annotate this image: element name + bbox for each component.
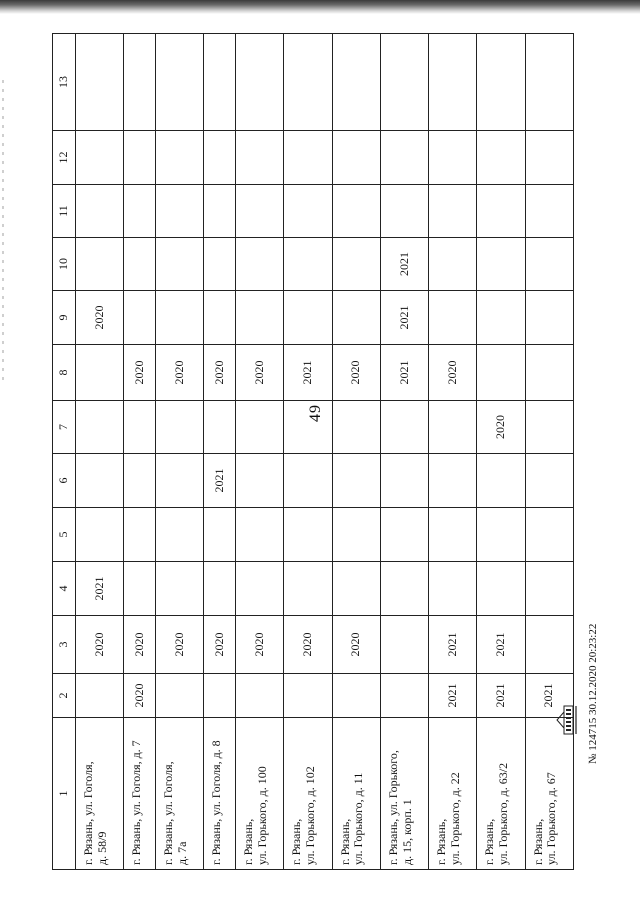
year-cell xyxy=(236,238,284,291)
year-cell: 2021 xyxy=(477,674,525,718)
column-header: 11 xyxy=(53,185,76,238)
address-line: ул. Горького, д. 11 xyxy=(351,772,366,865)
year-cell xyxy=(477,185,525,238)
year-cell xyxy=(477,34,525,131)
year-cell xyxy=(525,238,573,291)
column-header: 10 xyxy=(53,238,76,291)
year-cell xyxy=(156,508,204,562)
year-cell xyxy=(525,401,573,454)
year-cell xyxy=(429,291,477,345)
year-cell xyxy=(284,508,332,562)
year-cell xyxy=(380,185,428,238)
table-row xyxy=(204,34,236,870)
year-cell xyxy=(477,562,525,616)
year-cell xyxy=(332,185,380,238)
column-header: 2 xyxy=(53,674,76,718)
address-line: г. Рязань, xyxy=(241,818,256,865)
address-line: д. 7а xyxy=(174,841,189,865)
year-cell: 2021 xyxy=(284,345,332,401)
year-cell xyxy=(156,401,204,454)
table-row xyxy=(236,34,284,870)
year-cell xyxy=(284,291,332,345)
year-cell xyxy=(332,562,380,616)
address-line: г. Рязань, xyxy=(530,818,545,865)
year-cell xyxy=(380,34,428,131)
year-cell: 2020 xyxy=(332,345,380,401)
table-row xyxy=(76,34,124,870)
year-cell xyxy=(124,401,156,454)
year-cell xyxy=(429,562,477,616)
year-cell: 2020 xyxy=(124,345,156,401)
year-cell: 2020 xyxy=(429,345,477,401)
table-row xyxy=(429,34,477,870)
registration-stamp xyxy=(555,705,584,735)
year-cell xyxy=(332,291,380,345)
address-cell xyxy=(76,718,124,870)
year-cell xyxy=(380,508,428,562)
table-row xyxy=(380,34,428,870)
year-cell xyxy=(124,185,156,238)
year-cell xyxy=(156,291,204,345)
year-cell xyxy=(525,454,573,508)
year-cell xyxy=(429,185,477,238)
address-cell xyxy=(124,718,156,870)
year-cell xyxy=(204,131,236,185)
address-line: г. Рязань, ул. Гоголя, xyxy=(81,761,95,865)
year-cell xyxy=(204,291,236,345)
year-cell xyxy=(156,34,204,131)
year-cell xyxy=(284,562,332,616)
year-cell xyxy=(124,562,156,616)
year-cell: 2020 xyxy=(204,616,236,674)
year-cell: 2020 xyxy=(156,616,204,674)
address-cell xyxy=(236,718,284,870)
address-line: г. Рязань, xyxy=(337,818,352,865)
year-cell xyxy=(525,185,573,238)
year-cell xyxy=(204,562,236,616)
address-line: д. 15, корп. 1 xyxy=(399,799,414,865)
year-cell xyxy=(236,34,284,131)
year-cell xyxy=(477,345,525,401)
year-cell xyxy=(236,185,284,238)
address-line: ул. Горького, д. 100 xyxy=(254,766,269,865)
page-number: 49 xyxy=(307,404,324,422)
year-cell: 2020 xyxy=(284,616,332,674)
year-cell xyxy=(284,454,332,508)
year-cell xyxy=(76,131,124,185)
year-cell xyxy=(124,454,156,508)
year-cell xyxy=(284,34,332,131)
address-line: г. Рязань, xyxy=(482,818,497,865)
year-cell xyxy=(156,454,204,508)
address-cell xyxy=(332,718,380,870)
year-cell xyxy=(429,401,477,454)
table-row xyxy=(332,34,380,870)
column-header: 6 xyxy=(53,454,76,508)
registration-number: № 124715 30.12.2020 20:23:22 xyxy=(587,623,599,764)
year-cell xyxy=(525,562,573,616)
year-cell xyxy=(204,185,236,238)
address-line: г. Рязань, ул. Гоголя, д. 7 xyxy=(129,740,144,865)
table-row xyxy=(477,34,525,870)
year-cell xyxy=(332,34,380,131)
year-cell xyxy=(76,34,124,131)
year-cell xyxy=(76,674,124,718)
year-cell xyxy=(525,131,573,185)
year-cell xyxy=(204,34,236,131)
year-cell xyxy=(124,508,156,562)
year-cell xyxy=(124,34,156,131)
year-cell: 2020 xyxy=(124,616,156,674)
table-row xyxy=(156,34,204,870)
year-cell: 2020 xyxy=(236,345,284,401)
year-cell xyxy=(204,508,236,562)
year-cell xyxy=(380,616,428,674)
year-cell xyxy=(429,238,477,291)
year-cell: 2020 xyxy=(76,291,124,345)
column-header: 8 xyxy=(53,345,76,401)
year-cell xyxy=(525,508,573,562)
column-header: 9 xyxy=(53,291,76,345)
year-cell xyxy=(429,34,477,131)
year-cell xyxy=(284,674,332,718)
year-cell: 2020 xyxy=(156,345,204,401)
year-cell xyxy=(380,131,428,185)
year-cell xyxy=(124,291,156,345)
year-cell xyxy=(380,674,428,718)
year-cell xyxy=(525,34,573,131)
year-cell xyxy=(284,131,332,185)
year-cell xyxy=(236,562,284,616)
year-cell: 2021 xyxy=(429,616,477,674)
year-cell xyxy=(204,674,236,718)
table-row xyxy=(525,34,573,870)
address-line: г. Рязань, xyxy=(434,818,449,865)
year-cell xyxy=(525,345,573,401)
year-cell: 2021 xyxy=(429,674,477,718)
year-cell xyxy=(332,508,380,562)
year-cell xyxy=(332,238,380,291)
table-row xyxy=(124,34,156,870)
table-body xyxy=(76,34,574,870)
year-cell xyxy=(332,454,380,508)
address-cell xyxy=(380,718,428,870)
year-cell: 2021 xyxy=(380,238,428,291)
year-cell xyxy=(236,454,284,508)
address-line: ул. Горького, д. 22 xyxy=(447,772,462,865)
address-line: г. Рязань, ул. Гоголя, xyxy=(161,761,176,865)
year-cell xyxy=(477,508,525,562)
year-cell xyxy=(156,238,204,291)
stamp-emblem-icon xyxy=(555,705,579,735)
year-cell xyxy=(124,131,156,185)
address-cell xyxy=(429,718,477,870)
year-cell xyxy=(156,185,204,238)
year-cell: 2021 xyxy=(380,345,428,401)
year-cell xyxy=(236,131,284,185)
year-cell: 2020 xyxy=(124,674,156,718)
year-cell xyxy=(477,454,525,508)
rotated-table-sheet xyxy=(52,34,574,870)
address-line: г. Рязань, xyxy=(289,818,304,865)
year-cell xyxy=(76,238,124,291)
year-cell xyxy=(525,291,573,345)
column-header: 3 xyxy=(53,616,76,674)
schedule-table xyxy=(52,33,574,870)
year-cell: 2021 xyxy=(76,562,124,616)
year-cell: 2020 xyxy=(76,616,124,674)
year-cell xyxy=(236,508,284,562)
scan-left-edge xyxy=(2,80,4,380)
address-cell xyxy=(204,718,236,870)
address-cell xyxy=(477,718,525,870)
year-cell xyxy=(332,674,380,718)
column-header: 4 xyxy=(53,562,76,616)
year-cell: 2021 xyxy=(525,674,573,718)
year-cell xyxy=(477,238,525,291)
year-cell xyxy=(156,131,204,185)
year-cell xyxy=(156,562,204,616)
year-cell: 2020 xyxy=(204,345,236,401)
year-cell: 2020 xyxy=(236,616,284,674)
year-cell xyxy=(429,131,477,185)
year-cell: 2020 xyxy=(477,401,525,454)
year-cell xyxy=(236,674,284,718)
year-cell xyxy=(284,238,332,291)
column-header: 7 xyxy=(53,401,76,454)
address-line: г. Рязань, ул. Горького, xyxy=(385,750,400,865)
year-cell xyxy=(380,454,428,508)
header-row xyxy=(53,34,76,870)
year-cell xyxy=(204,401,236,454)
address-line: ул. Горького, д. 63/2 xyxy=(496,762,511,865)
address-line: г. Рязань, ул. Гоголя, д. 8 xyxy=(209,740,224,865)
year-cell xyxy=(380,401,428,454)
year-cell xyxy=(76,508,124,562)
year-cell xyxy=(156,674,204,718)
address-line: ул. Горького, д. 102 xyxy=(303,766,318,865)
address-cell xyxy=(525,718,573,870)
year-cell xyxy=(204,238,236,291)
year-cell xyxy=(380,562,428,616)
year-cell xyxy=(429,454,477,508)
address-line: д. 58/9 xyxy=(94,831,109,865)
address-cell xyxy=(284,718,332,870)
year-cell xyxy=(284,185,332,238)
column-header: 13 xyxy=(53,34,76,131)
year-cell xyxy=(76,454,124,508)
year-cell xyxy=(332,401,380,454)
year-cell xyxy=(332,131,380,185)
year-cell xyxy=(76,401,124,454)
year-cell: 2021 xyxy=(477,616,525,674)
year-cell xyxy=(76,185,124,238)
year-cell xyxy=(76,345,124,401)
scan-top-edge xyxy=(0,0,640,14)
column-header: 1 xyxy=(53,718,76,870)
year-cell xyxy=(236,291,284,345)
table-row xyxy=(284,34,332,870)
year-cell: 2021 xyxy=(380,291,428,345)
address-line: ул. Горького, д. 67 xyxy=(544,772,559,865)
address-cell xyxy=(156,718,204,870)
year-cell: 2021 xyxy=(204,454,236,508)
year-cell xyxy=(477,291,525,345)
year-cell xyxy=(525,616,573,674)
year-cell xyxy=(429,508,477,562)
column-header: 5 xyxy=(53,508,76,562)
column-header: 12 xyxy=(53,131,76,185)
year-cell xyxy=(124,238,156,291)
year-cell xyxy=(236,401,284,454)
year-cell xyxy=(477,131,525,185)
year-cell: 2020 xyxy=(332,616,380,674)
